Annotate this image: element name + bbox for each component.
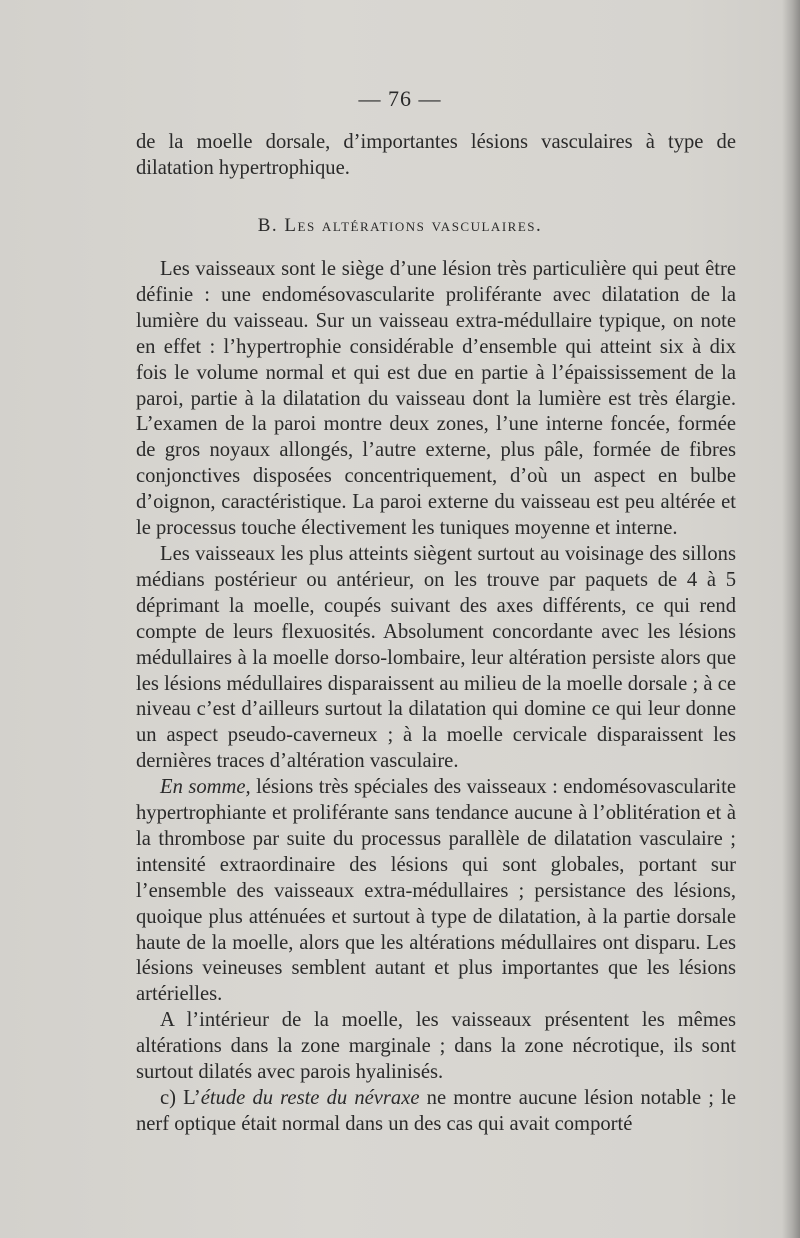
paragraph-location: Les vaisseaux les plus atteints siègent surtout au voisinage des sillons médians postérieur ou antérieur, on les trouve par paquets de 4 à 5 déprimant la moelle, coupés suivant des axes différents, ce qui rend compte de leurs flexuosités. Absolument concordante avec les lésions médullaires à la moelle dorso-lombaire, leur altération persiste alors que les lésions médullaires disparaissent au milieu de la moelle dorsale ; à ce niveau c’est d’ailleurs surtout la dilatation qui domine ce qui leur donne un aspect pseudo-caverneux ; à la moelle cervicale disparaissent les dernières traces d’altération vasculaire. — [136, 542, 736, 773]
page-edge-shadow — [782, 0, 800, 1238]
section-heading: B. Les altérations vasculaires. — [257, 215, 543, 236]
paragraph-interior: A l’intérieur de la moelle, les vaisseaux présentent les mêmes altérations dans la zone marginale ; dans la zone nécrotique, ils sont surtout dilatés avec parois hyalinisés. — [136, 1009, 736, 1084]
summary-lead: En somme, — [160, 776, 251, 799]
page-number: — 76 — — [358, 86, 442, 111]
final-prefix: c) L’ — [160, 1087, 201, 1109]
summary-text: lésions très spéciales des vaisseaux : endomésovascularite hypertrophiante et proliférante sans tendance aucune à l’oblitération et à la thrombose par suite du processus parallèle de dilatation vasculaire ; intensité extraordinaire des lésions qui sont globales, portant sur l’ensemble des vaisseaux extra-médullaires ; persistance des lésions, quoique plus atténuées et surtout à type de dilatation, à la partie dorsale haute de la moelle, alors que les altérations médullaires ont disparu. Les lésions veineuses semblent autant et plus importantes que les lésions artérielles. — [136, 776, 736, 1006]
continuation-text — [136, 130, 736, 182]
final-text: ne montre aucune lésion notable ; le nerf optique était normal dans un des cas qui avait comporté — [136, 1087, 736, 1135]
continuation-paragraph: de la moelle dorsale, d’importantes lésions vasculaires à type de dilatation hypertrophique. — [136, 131, 736, 179]
final-italic: étude du reste du névraxe — [200, 1087, 420, 1109]
paragraph-summary — [136, 775, 736, 1008]
paragraph-vessels: Les vaisseaux sont le siège d’une lésion très particulière qui peut être définie : une endomésovascularite proliférante avec dilatation de la lumière du vaisseau. Sur un vaisseau extra-médullaire typique, on note en effet : l’hypertrophie considérable d’ensemble qui atteint six à dix fois le volume normal et qui est due en partie à l’épaississement de la paroi, partie à la dilatation du vaisseau dont la lumière est très élargie. L’examen de la paroi montre deux zones, l’une interne foncée, formée de gros noyaux allongés, l’autre externe, plus pâle, formée de fibres conjonctives disposées concentriquement, d’où un aspect en bulbe d’oignon, caractéristique. La paroi externe du vaisseau est peu altérée et le processus touche électivement les tuniques moyenne et interne. — [136, 258, 736, 540]
body-text — [136, 257, 736, 1138]
paragraph-final — [136, 1086, 736, 1138]
